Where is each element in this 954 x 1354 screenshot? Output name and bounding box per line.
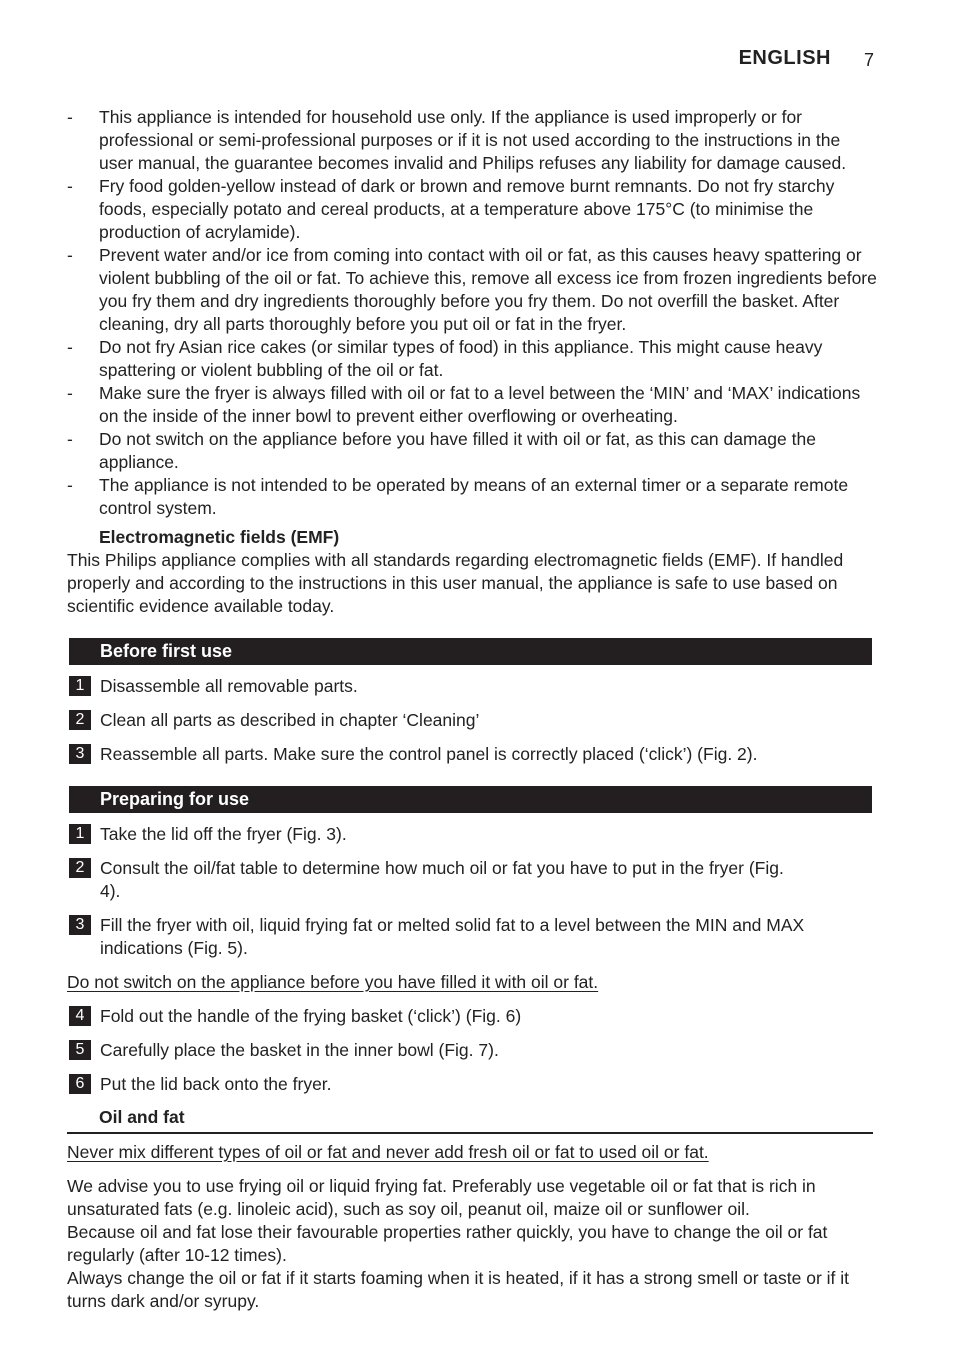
section-bar-before-first-use — [69, 638, 872, 665]
step-text: Take the lid off the fryer (Fig. 3). — [100, 824, 347, 844]
list-item: - Prevent water and/or ice from coming into contact with oil or fat, as this causes heavy spattering or violent bubbling of the oil or fat. To achieve this, remove all excess ice from frozen ingredients before you fry them and dry ingredients thoroughly before you fry them. Do not overfill the basket. After cleaning, dry all parts thoroughly before you put oil or fat in the fryer. — [67, 245, 877, 334]
oil-warning-text: Never mix different types of oil or fat and never add fresh oil or fat to used oil or fat. — [67, 1142, 709, 1162]
section-title: Before first use — [100, 641, 233, 661]
list-item: - Do not switch on the appliance before you have filled it with oil or fat, as this can damage the appliance. — [67, 429, 816, 472]
paragraph: Because oil and fat lose their favourable properties rather quickly, you have to change the oil or fat regularly (after 10-12 times). — [67, 1222, 828, 1265]
step-item — [69, 1039, 829, 1062]
paragraph: Always change the oil or fat if it starts foaming when it is heated, if it has a strong smell or taste or if it turns dark and/or syrupy. — [67, 1268, 850, 1311]
step-number: 4 — [69, 1006, 91, 1026]
list-item-text: Make sure the fryer is always filled with oil or fat to a level between the ‘MIN’ and ‘MAX’ indications on the inside of the inner bowl to prevent either overflowing or overheating. — [99, 383, 861, 426]
step-text: Reassemble all parts. Make sure the control panel is correctly placed (‘click’) (Fig. 2). — [100, 744, 758, 764]
section-title: Preparing for use — [100, 789, 250, 809]
step-item — [69, 675, 829, 698]
step-text: Fold out the handle of the frying basket (‘click’) (Fig. 6) — [100, 1006, 522, 1026]
step-item — [69, 823, 829, 846]
step-item — [69, 914, 814, 960]
step-text: Disassemble all removable parts. — [100, 676, 358, 696]
step-item — [69, 1073, 829, 1096]
step-number: 1 — [69, 676, 91, 696]
oil-fat-heading: Oil and fat — [99, 1107, 185, 1127]
step-number: 2 — [69, 858, 91, 878]
section-divider — [67, 1132, 873, 1134]
list-item-text: The appliance is not intended to be operated by means of an external timer or a separate remote control system. — [99, 475, 849, 518]
paragraph: We advise you to use frying oil or liquid frying fat. Preferably use vegetable oil or fat that is rich in unsaturated fats (e.g. linoleic acid), such as soy oil, peanut oil, maize oil or sunflower oil. — [67, 1176, 816, 1219]
list-item: - Make sure the fryer is always filled with oil or fat to a level between the ‘MIN’ and ‘MAX’ indications on the inside of the inner bowl to prevent either overflowing or overheating. — [67, 383, 861, 426]
step-item — [69, 1005, 829, 1028]
oil-fat-paragraphs — [67, 1175, 877, 1313]
step-number: 6 — [69, 1074, 91, 1094]
list-item: - The appliance is not intended to be operated by means of an external timer or a separate remote control system. — [67, 475, 849, 518]
step-item — [69, 709, 829, 732]
step-number: 1 — [69, 824, 91, 844]
step-number: 3 — [69, 744, 91, 764]
step-text: Carefully place the basket in the inner bowl (Fig. 7). — [100, 1040, 499, 1060]
emf-paragraph: This Philips appliance complies with all standards regarding electromagnetic fields (EMF). If handled properly and according to the instructions in this user manual, the appliance is safe to use based on scientific evidence available today. — [67, 550, 844, 616]
emf-section — [67, 526, 877, 618]
step-text: Put the lid back onto the fryer. — [100, 1074, 332, 1094]
step-text: Fill the fryer with oil, liquid frying fat or melted solid fat to a level between the MIN and MAX indications (Fig. 5). — [100, 915, 805, 958]
list-item: - Fry food golden-yellow instead of dark or brown and remove burnt remnants. Do not fry starchy foods, especially potato and cereal products, at a temperature above 175°C (to minimise the production of acrylamide). — [67, 176, 835, 242]
page-number: 7 — [863, 50, 874, 70]
step-number: 5 — [69, 1040, 91, 1060]
list-item-text: Do not fry Asian rice cakes (or similar types of food) in this appliance. This might cause heavy spattering or violent bubbling of the oil or fat. — [99, 337, 823, 380]
list-item: - This appliance is intended for household use only. If the appliance is used improperly or for professional or semi-professional purposes or if it is not used according to the instructions in the user manual, the guarantee becomes invalid and Philips refuses any liability for damage caused. — [67, 107, 847, 173]
step-text: Clean all parts as described in chapter ‘Cleaning’ — [100, 710, 480, 730]
section-bar-preparing-for-use — [69, 786, 872, 813]
step-item — [69, 743, 869, 766]
safety-bullet-list — [67, 106, 877, 520]
list-item-text: Prevent water and/or ice from coming into contact with oil or fat, as this causes heavy spattering or violent bubbling of the oil or fat. To achieve this, remove all excess ice from frozen ingredients before you fry them and dry ingredients thoroughly before you fry them. Do not overfill the basket. After cleaning, dry all parts thoroughly before you put oil or fat in the fryer. — [99, 245, 877, 334]
warning-text: Do not switch on the appliance before you have filled it with oil or fat. — [67, 972, 599, 992]
emf-heading: Electromagnetic fields (EMF) — [99, 527, 340, 547]
language-header: ENGLISH — [738, 47, 831, 69]
step-item — [69, 857, 799, 903]
step-number: 2 — [69, 710, 91, 730]
list-item-text: Fry food golden-yellow instead of dark or brown and remove burnt remnants. Do not fry starchy foods, especially potato and cereal products, at a temperature above 175°C (to minimise the production of acrylamide). — [99, 176, 835, 242]
list-item: - Do not fry Asian rice cakes (or similar types of food) in this appliance. This might cause heavy spattering or violent bubbling of the oil or fat. — [67, 337, 823, 380]
list-item-text: This appliance is intended for household use only. If the appliance is used improperly or for professional or semi-professional purposes or if it is not used according to the instructions in the user manual, the guarantee becomes invalid and Philips refuses any liability for damage caused. — [99, 107, 847, 173]
list-item-text: Do not switch on the appliance before you have filled it with oil or fat, as this can damage the appliance. — [99, 429, 816, 472]
step-number: 3 — [69, 915, 91, 935]
step-text: Consult the oil/fat table to determine how much oil or fat you have to put in the fryer (Fig. 4). — [100, 858, 784, 901]
